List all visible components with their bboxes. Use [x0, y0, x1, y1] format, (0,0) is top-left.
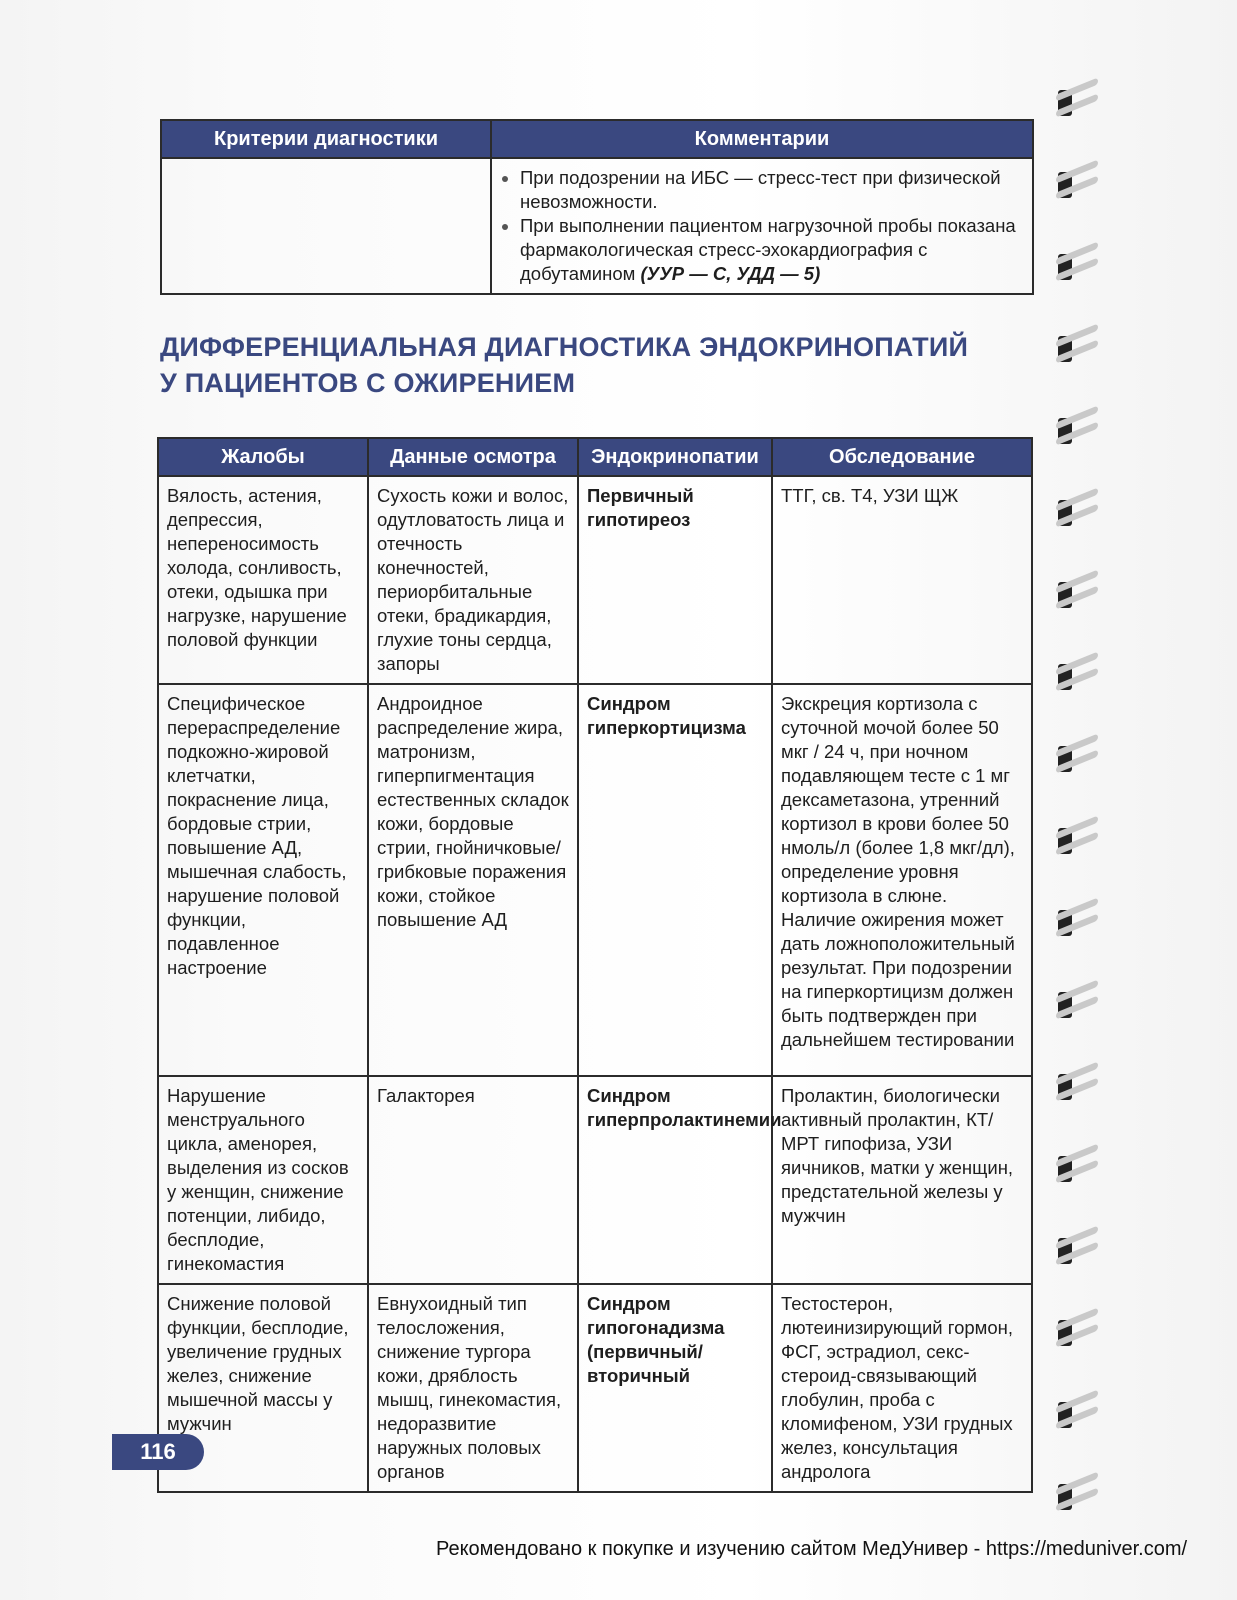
- spiral-coil: [1056, 1146, 1098, 1184]
- criteria-table: [160, 119, 1034, 295]
- table-row: [158, 1284, 1032, 1492]
- spiral-coil: [1056, 900, 1098, 938]
- spiral-coil: [1056, 654, 1098, 692]
- comment-bullet-1: • При подозрении на ИБС — стресс-тест при физической невозможности.: [520, 166, 1024, 214]
- table-row: [158, 476, 1032, 684]
- endocrinopathy-header: Эндокринопатии: [578, 438, 772, 476]
- spiral-coil: [1056, 80, 1098, 118]
- endocrinopathy-cell: Синдром гиперпролактинемии: [578, 1076, 772, 1284]
- spiral-coil: [1056, 408, 1098, 446]
- complaints-cell: Вялость, астения, депрессия, непереносимость холода, сонливость, отеки, одышка при нагрузке, нарушение половой функции: [158, 476, 368, 684]
- spiral-coil: [1056, 736, 1098, 774]
- spiral-coil: [1056, 982, 1098, 1020]
- exam-header: Данные осмотра: [368, 438, 578, 476]
- comments-cell: [491, 158, 1033, 294]
- exam-cell: Андроидное распределение жира, матронизм, гиперпигментация естественных складок кожи, бордовые стрии, гнойничковые/грибковые поражения кожи, стойкое повышение АД: [368, 684, 578, 1076]
- spiral-coil: [1056, 572, 1098, 610]
- exam-cell: Сухость кожи и волос, одутловатость лица и отечность конечностей, периорбитальные отеки, брадикардия, глухие тоны сердца, запоры: [368, 476, 578, 684]
- spiral-coil: [1056, 1474, 1098, 1512]
- tests-header: Обследование: [772, 438, 1032, 476]
- exam-cell: Галакторея: [368, 1076, 578, 1284]
- spiral-binding: [1050, 80, 1110, 1510]
- complaints-header: Жалобы: [158, 438, 368, 476]
- spiral-coil: [1056, 326, 1098, 364]
- criteria-cell: [161, 158, 491, 294]
- spiral-coil: [1056, 490, 1098, 528]
- criteria-header: Критерии диагностики: [161, 120, 491, 158]
- evidence-level: (УУР — С, УДД — 5): [640, 263, 821, 284]
- endocrinopathy-table: [157, 437, 1033, 1493]
- spiral-coil: [1056, 818, 1098, 856]
- table-row: [158, 684, 1032, 1076]
- comments-header: Комментарии: [491, 120, 1033, 158]
- spiral-coil: [1056, 1228, 1098, 1266]
- spiral-coil: [1056, 244, 1098, 282]
- footer-credit: Рекомендовано к покупке и изучению сайтом МедУнивер - https://meduniver.com/: [436, 1538, 1188, 1560]
- spiral-coil: [1056, 162, 1098, 200]
- spiral-coil: [1056, 1392, 1098, 1430]
- complaints-cell: Специфическое перераспределение подкожно-жировой клетчатки, покраснение лица, бордовые стрии, повышение АД, мышечная слабость, нарушение половой функции, подавленное настроение: [158, 684, 368, 1076]
- tests-cell: ТТГ, св. Т4, УЗИ ЩЖ: [772, 476, 1032, 684]
- page-number: 116: [112, 1434, 204, 1470]
- tests-cell: Тестостерон, лютеинизирующий гормон, ФСГ, эстрадиол, секс-стероид-связывающий глобулин, проба с кломифеном, УЗИ грудных желез, консультация андролога: [772, 1284, 1032, 1492]
- endocrinopathy-cell: Синдром гиперкортицизма: [578, 684, 772, 1076]
- spiral-coil: [1056, 1310, 1098, 1348]
- spiral-coil: [1056, 1064, 1098, 1102]
- table-row: [158, 1076, 1032, 1284]
- complaints-cell: Нарушение менструального цикла, аменорея, выделения из сосков у женщин, снижение потенции, либидо, бесплодие, гинекомастия: [158, 1076, 368, 1284]
- exam-cell: Евнухоидный тип телосложения, снижение тургора кожи, дряблость мышц, гинекомастия, недоразвитие наружных половых органов: [368, 1284, 578, 1492]
- tests-cell: Пролактин, биологически активный пролактин, КТ/МРТ гипофиза, УЗИ яичников, матки у женщин, предстательной железы у мужчин: [772, 1076, 1032, 1284]
- section-title: ДИФФЕРЕНЦИАЛЬНАЯ ДИАГНОСТИКА ЭНДОКРИНОПАТИЙ У ПАЦИЕНТОВ С ОЖИРЕНИЕМ: [160, 332, 969, 398]
- comment-bullet-2: • При выполнении пациентом нагрузочной пробы показана фармакологическая стресс-эхокардиография с добутамином (УУР — С, УДД — 5): [520, 214, 1024, 286]
- complaints-cell: Снижение половой функции, бесплодие, увеличение грудных желез, снижение мышечной массы у мужчин: [158, 1284, 368, 1492]
- endocrinopathy-cell: Синдром гипогонадизма (первичный/вторичный: [578, 1284, 772, 1492]
- tests-cell: Экскреция кортизола с суточной мочой более 50 мкг / 24 ч, при ночном подавляющем тесте с 1 мг дексаметазона, утренний кортизол в крови более 50 нмоль/л (более 1,8 мкг/дл), определение уровня кортизола в слюне. Наличие ожирения может дать ложноположительный результат. При подозрении на гиперкортицизм должен быть подтвержден при дальнейшем тестировании: [772, 684, 1032, 1076]
- endocrinopathy-cell: Первичный гипотиреоз: [578, 476, 772, 684]
